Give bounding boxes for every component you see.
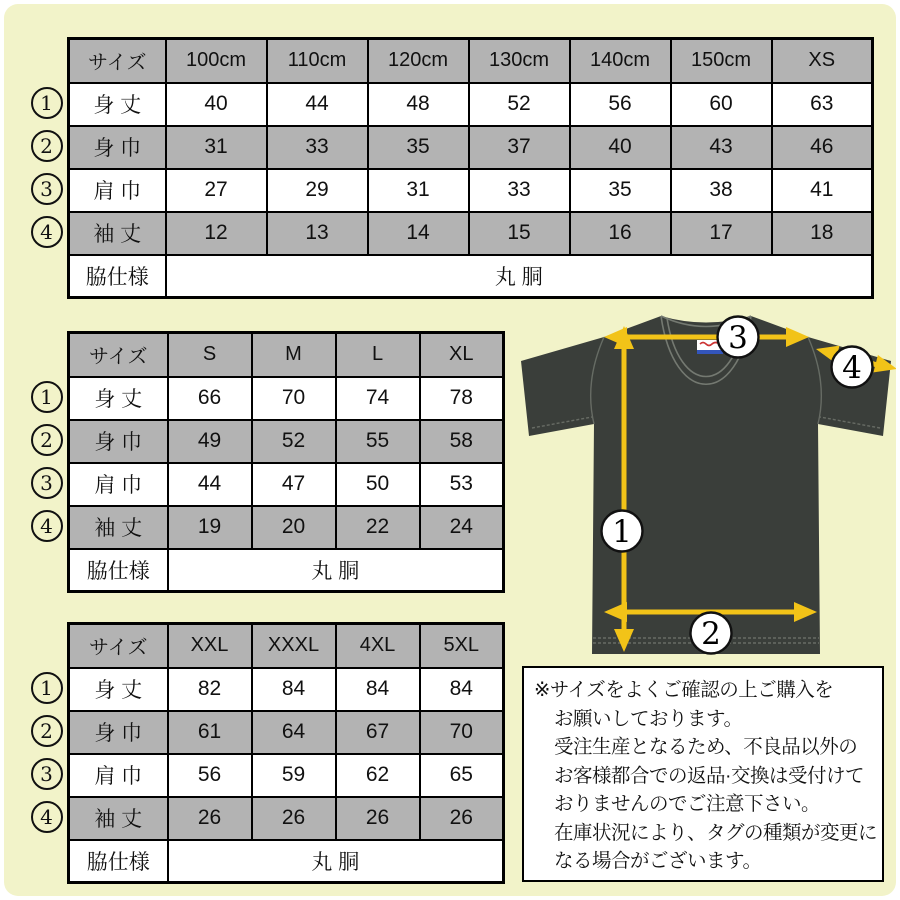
row-marker-number: 4 bbox=[31, 216, 63, 248]
measurement-value: 62 bbox=[336, 754, 420, 797]
row-marker bbox=[26, 81, 67, 124]
measurement-value: 64 bbox=[252, 711, 336, 754]
measurement-value: 22 bbox=[336, 506, 420, 549]
measurement-value: 82 bbox=[168, 668, 252, 711]
row-marker-number: 4 bbox=[31, 510, 63, 542]
measurement-value: 58 bbox=[420, 420, 504, 463]
measurement-value: 33 bbox=[267, 126, 368, 169]
table-row bbox=[69, 797, 504, 840]
table-row bbox=[69, 420, 504, 463]
measurement-value: 20 bbox=[252, 506, 336, 549]
size-table-adult bbox=[67, 331, 505, 593]
measurement-value: 40 bbox=[570, 126, 671, 169]
table-row bbox=[69, 169, 873, 212]
row-markers bbox=[26, 37, 67, 299]
column-header: 100cm bbox=[166, 39, 267, 83]
size-table-kids bbox=[67, 37, 874, 299]
note-line: 在庫状況により、タグの種類が変更に bbox=[554, 821, 878, 844]
measurement-value: 26 bbox=[168, 797, 252, 840]
column-header: 4XL bbox=[336, 624, 420, 668]
measurement-value: 13 bbox=[267, 212, 368, 255]
page-background bbox=[4, 4, 896, 896]
row-marker bbox=[26, 504, 67, 547]
measurement-value: 59 bbox=[252, 754, 336, 797]
measurement-value: 33 bbox=[469, 169, 570, 212]
row-marker bbox=[26, 461, 67, 504]
measurement-value: 56 bbox=[168, 754, 252, 797]
table-row bbox=[69, 126, 873, 169]
measurement-value: 44 bbox=[168, 463, 252, 506]
measurement-value: 65 bbox=[420, 754, 504, 797]
column-header: 120cm bbox=[368, 39, 469, 83]
row-marker bbox=[26, 752, 67, 795]
label-2: 2 bbox=[701, 616, 721, 652]
measurement-value: 52 bbox=[469, 83, 570, 126]
measurement-value: 47 bbox=[252, 463, 336, 506]
table-row bbox=[69, 212, 873, 255]
measurement-value: 31 bbox=[166, 126, 267, 169]
row-marker-number: 2 bbox=[31, 715, 63, 747]
size-table-big bbox=[67, 622, 505, 884]
footer-label: 脇仕様 bbox=[69, 549, 168, 592]
row-marker bbox=[26, 375, 67, 418]
footer-value: 丸 胴 bbox=[168, 840, 504, 883]
row-marker-number: 3 bbox=[31, 467, 63, 499]
measurement-value: 27 bbox=[166, 169, 267, 212]
row-label: 肩 巾 bbox=[69, 754, 168, 797]
arrow-shoulder-line bbox=[621, 335, 792, 340]
measurement-value: 35 bbox=[368, 126, 469, 169]
row-label: 袖 丈 bbox=[69, 797, 168, 840]
measurement-value: 63 bbox=[772, 83, 873, 126]
column-header: 140cm bbox=[570, 39, 671, 83]
table-row bbox=[69, 711, 504, 754]
column-header: 130cm bbox=[469, 39, 570, 83]
note-line: 受注生産となるため、不良品以外の bbox=[554, 736, 858, 758]
note-line: おりませんのでご注意下さい。 bbox=[554, 793, 821, 815]
measurement-value: 12 bbox=[166, 212, 267, 255]
measurement-value: 15 bbox=[469, 212, 570, 255]
column-header: M bbox=[252, 333, 336, 377]
size-header-cell: サイズ bbox=[69, 39, 166, 83]
row-label: 身 巾 bbox=[69, 420, 168, 463]
measurement-value: 48 bbox=[368, 83, 469, 126]
measurement-value: 61 bbox=[168, 711, 252, 754]
row-marker-number: 3 bbox=[31, 758, 63, 790]
purchase-note bbox=[522, 666, 884, 882]
row-marker bbox=[26, 709, 67, 752]
note-line: お客様都合での返品·交換は受付けて bbox=[554, 764, 864, 787]
row-label: 身 巾 bbox=[69, 126, 166, 169]
label-4: 4 bbox=[842, 350, 862, 386]
row-marker-number: 4 bbox=[31, 801, 63, 833]
measurement-value: 78 bbox=[420, 377, 504, 420]
measurement-value: 26 bbox=[252, 797, 336, 840]
column-header: 5XL bbox=[420, 624, 504, 668]
column-header: L bbox=[336, 333, 420, 377]
measurement-value: 66 bbox=[168, 377, 252, 420]
column-header: 150cm bbox=[671, 39, 772, 83]
measurement-value: 44 bbox=[267, 83, 368, 126]
row-marker bbox=[26, 418, 67, 461]
row-marker bbox=[26, 210, 67, 253]
row-marker bbox=[26, 167, 67, 210]
measurement-value: 31 bbox=[368, 169, 469, 212]
arrow-length-line bbox=[622, 344, 627, 634]
measurement-value: 37 bbox=[469, 126, 570, 169]
measurement-value: 55 bbox=[336, 420, 420, 463]
measurement-value: 84 bbox=[336, 668, 420, 711]
row-markers bbox=[26, 331, 67, 593]
measurement-value: 46 bbox=[772, 126, 873, 169]
size-table-block-kids bbox=[26, 37, 874, 299]
footer-label: 脇仕様 bbox=[69, 840, 168, 883]
row-label: 身 丈 bbox=[69, 668, 168, 711]
table-row bbox=[69, 463, 504, 506]
measurement-value: 29 bbox=[267, 169, 368, 212]
measurement-value: 70 bbox=[420, 711, 504, 754]
row-markers bbox=[26, 622, 67, 884]
row-marker bbox=[26, 124, 67, 167]
measurement-value: 40 bbox=[166, 83, 267, 126]
column-header: XXXL bbox=[252, 624, 336, 668]
table-row bbox=[69, 754, 504, 797]
footer-value: 丸 胴 bbox=[168, 549, 504, 592]
column-header: 110cm bbox=[267, 39, 368, 83]
measurement-value: 84 bbox=[420, 668, 504, 711]
measurement-value: 53 bbox=[420, 463, 504, 506]
measurement-value: 18 bbox=[772, 212, 873, 255]
measurement-value: 14 bbox=[368, 212, 469, 255]
measurement-value: 16 bbox=[570, 212, 671, 255]
row-label: 身 丈 bbox=[69, 83, 166, 126]
row-label: 袖 丈 bbox=[69, 506, 168, 549]
row-label: 袖 丈 bbox=[69, 212, 166, 255]
note-line: ※サイズをよくご確認の上ご購入を bbox=[534, 679, 834, 701]
row-marker-number: 3 bbox=[31, 173, 63, 205]
measurement-value: 43 bbox=[671, 126, 772, 169]
row-label: 肩 巾 bbox=[69, 463, 168, 506]
measurement-value: 19 bbox=[168, 506, 252, 549]
row-label: 身 巾 bbox=[69, 711, 168, 754]
footer-value: 丸 胴 bbox=[166, 255, 873, 298]
measurement-value: 35 bbox=[570, 169, 671, 212]
column-header: XL bbox=[420, 333, 504, 377]
note-line: なる場合がございます。 bbox=[554, 850, 762, 872]
row-marker-number: 2 bbox=[31, 130, 63, 162]
size-header-cell: サイズ bbox=[69, 333, 168, 377]
measurement-value: 38 bbox=[671, 169, 772, 212]
row-label: 身 丈 bbox=[69, 377, 168, 420]
row-marker-number: 1 bbox=[31, 87, 63, 119]
size-table-block-big bbox=[26, 622, 505, 884]
note-line: お願いしております。 bbox=[554, 707, 743, 730]
row-marker-number: 2 bbox=[31, 424, 63, 456]
measurement-value: 84 bbox=[252, 668, 336, 711]
row-label: 肩 巾 bbox=[69, 169, 166, 212]
measurement-value: 26 bbox=[420, 797, 504, 840]
table-row bbox=[69, 506, 504, 549]
measurement-value: 70 bbox=[252, 377, 336, 420]
measurement-value: 17 bbox=[671, 212, 772, 255]
table-row bbox=[69, 668, 504, 711]
label-1: 1 bbox=[612, 514, 632, 550]
column-header: XS bbox=[772, 39, 873, 83]
label-3: 3 bbox=[728, 320, 748, 356]
table-row bbox=[69, 83, 873, 126]
row-marker-number: 1 bbox=[31, 381, 63, 413]
measurement-value: 50 bbox=[336, 463, 420, 506]
footer-label: 脇仕様 bbox=[69, 255, 166, 298]
measurement-value: 67 bbox=[336, 711, 420, 754]
measurement-value: 26 bbox=[336, 797, 420, 840]
measurement-value: 41 bbox=[772, 169, 873, 212]
column-header: XXL bbox=[168, 624, 252, 668]
tshirt-measurement-diagram bbox=[509, 299, 896, 664]
row-marker-number: 1 bbox=[31, 672, 63, 704]
measurement-value: 56 bbox=[570, 83, 671, 126]
measurement-value: 60 bbox=[671, 83, 772, 126]
column-header: S bbox=[168, 333, 252, 377]
measurement-value: 74 bbox=[336, 377, 420, 420]
table-row bbox=[69, 377, 504, 420]
measurement-value: 24 bbox=[420, 506, 504, 549]
measurement-value: 49 bbox=[168, 420, 252, 463]
size-header-cell: サイズ bbox=[69, 624, 168, 668]
row-marker bbox=[26, 666, 67, 709]
size-table-block-adult bbox=[26, 331, 505, 593]
measurement-value: 52 bbox=[252, 420, 336, 463]
row-marker bbox=[26, 795, 67, 838]
